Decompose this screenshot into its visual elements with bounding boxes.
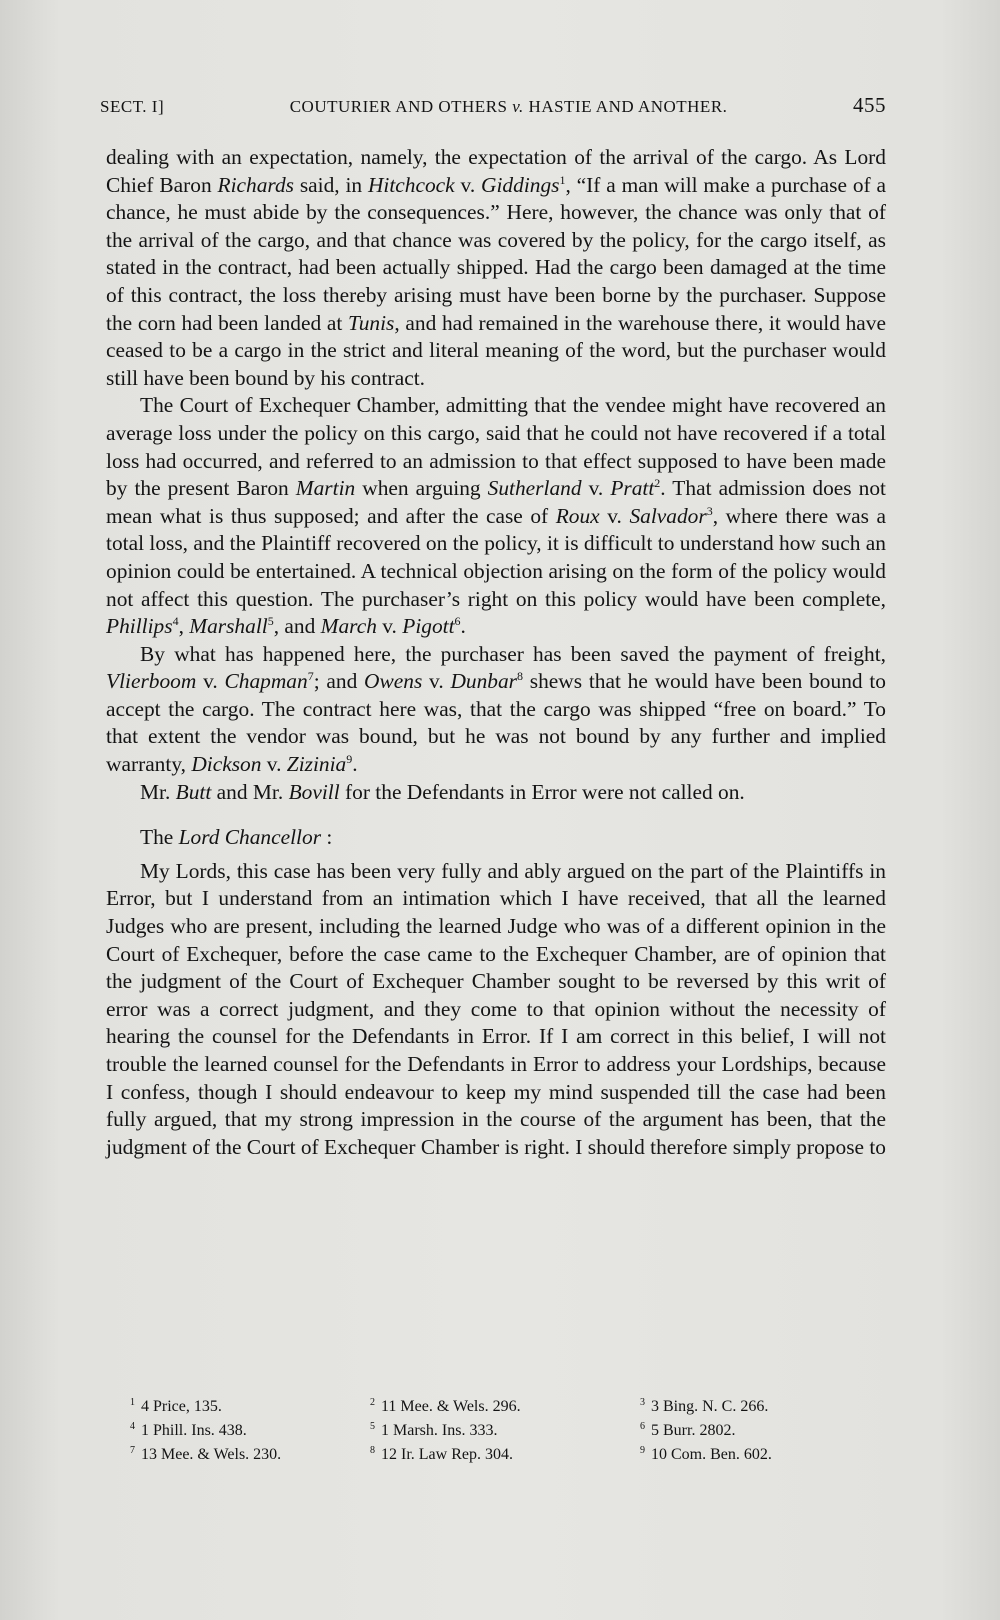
case-name: Vlierboom (106, 669, 197, 694)
case-name: Zizinia (286, 752, 347, 777)
paragraph-1: dealing with an expectation, namely, the expectation of the arrival of the cargo. As Lord Chief Baron Richards said, in Hitchcock v. Giddings$^1$, “If a man will make a purchase of a chance, he must abide by the consequences.” Here, however, the chance was only that of the arrival of the cargo, and that chance was covered by the policy, for the cargo itself, as stated in the contract, had been actually shipped. Had the cargo been damaged at the time of this contract, the loss thereby arising must have been borne by the purchaser. Suppose the corn had been landed at Tunis, and had remained in the warehouse there, it would have ceased to be a cargo in the strict and literal meaning of the word, but the purchaser would still have been bound by his contract. (106, 145, 886, 390)
footnote-ref: 6 (454, 613, 461, 628)
case-name: Roux (555, 503, 600, 528)
footnotes (130, 1395, 850, 1467)
footnote: $^3$ 3 Bing. N. C. 266. (640, 1396, 769, 1415)
running-title: COUTURIER AND OTHERS v. HASTIE AND ANOTHER. (289, 97, 728, 116)
footnote-ref: 7 (307, 669, 314, 684)
case-name: Pigott (402, 614, 455, 639)
running-header (100, 93, 886, 119)
footnote-ref: 1 (559, 172, 566, 187)
case-name: Hitchcock (367, 172, 455, 197)
case-name: Martin (295, 476, 356, 501)
footnote: $^2$ 11 Mee. & Wels. 296. (370, 1396, 521, 1415)
case-name: Sutherland (487, 476, 582, 501)
counsel-name: Butt (175, 779, 212, 804)
case-name: Owens (364, 669, 423, 694)
speaker-name: Lord Chancellor (178, 825, 322, 850)
footnote: $^8$ 12 Ir. Law Rep. 304. (370, 1444, 513, 1463)
speaker-heading: The Lord Chancellor : (140, 825, 333, 850)
footnote-ref: 3 (706, 503, 713, 518)
case-name: Phillips (106, 614, 173, 639)
case-name: Chapman (224, 669, 308, 694)
case-name: Dunbar (450, 669, 518, 694)
case-name: Giddings (481, 172, 560, 197)
case-name: March (320, 614, 377, 639)
footnote-ref: 2 (654, 476, 661, 490)
footnote: $^4$ 1 Phill. Ins. 438. (130, 1420, 247, 1439)
paragraph-2: The Court of Exchequer Chamber, admitting that the vendee might have recovered an average loss under the policy on this cargo, said that he could not have recovered if a total loss had occurred, and referred to an admission to that effect supposed to have been made by the present Baron Martin when arguing Sutherland v. Pratt$^2$. That admission does not mean what is thus supposed; and after the case of Roux v. Salvador$^3$, where there was a total loss, and the Plaintiff recovered on the policy, it is difficult to understand how such an opinion could be entertained. A technical objection arising on the form of the policy would not affect this question. The purchaser’s right on this policy would have been complete, Phillips$^4$, Marshall$^5$, and March v. Pigott$^6$. (106, 393, 886, 639)
footnote: $^6$ 5 Burr. 2802. (640, 1420, 736, 1439)
footnote: $^5$ 1 Marsh. Ins. 333. (370, 1420, 498, 1439)
footnote: $^9$ 10 Com. Ben. 602. (640, 1444, 772, 1463)
case-name: Richards (217, 172, 294, 197)
paragraph-4: Mr. Butt and Mr. Bovill for the Defendants in Error were not called on. (140, 779, 745, 804)
section-label: SECT. I] (100, 97, 165, 116)
footnote-ref: 4 (172, 613, 179, 628)
case-name: Marshall (189, 614, 268, 639)
footnote: $^1$ 4 Price, 135. (130, 1396, 222, 1415)
footnote-ref: 9 (346, 751, 353, 766)
page-number: 455 (852, 93, 886, 117)
case-name: Dickson (191, 752, 262, 777)
counsel-name: Bovill (288, 779, 340, 804)
footnote-ref: 5 (267, 613, 274, 628)
case-name: Salvador (629, 503, 707, 528)
footnote: $^7$ 13 Mee. & Wels. 230. (130, 1444, 282, 1463)
paragraph-6: My Lords, this case has been very fully and ably argued on the part of the Plaintiffs in Error, but I understand from an intimation which I have received, that all the learned Judges who are present, including the learned Judge who was of a different opinion in the Court of Exchequer, before the case came to the Exchequer Chamber, are of opinion that the judgment of the Court of Exchequer Chamber sought to be reversed by this writ of error was a correct judgment, and they come to that opinion without the necessity of hearing the counsel for the Defendants in Error. If I am correct in this belief, I will not trouble the learned counsel for the Defendants in Error to address your Lordships, because I confess, though I should endeavour to keep my mind suspended till the case had been fully argued, that my strong impression in the course of the argument has been, that the judgment of the Court of Exchequer Chamber is right. I should therefore simply propose to (106, 858, 886, 1159)
body-text (106, 144, 886, 1161)
case-name: Pratt (610, 476, 655, 501)
place-name: Tunis (347, 310, 395, 335)
paragraph-3: By what has happened here, the purchaser has been saved the payment of freight, Vlierboom v. Chapman$^7$; and Owens v. Dunbar$^8$ shews that he would have been bound to accept the cargo. The contract here was, that the cargo was shipped “free on board.” To that extent the vendor was bound, but he was not bound by any further and implied warranty, Dickson v. Zizinia$^9$. (106, 641, 886, 777)
footnote-ref: 8 (517, 669, 524, 684)
